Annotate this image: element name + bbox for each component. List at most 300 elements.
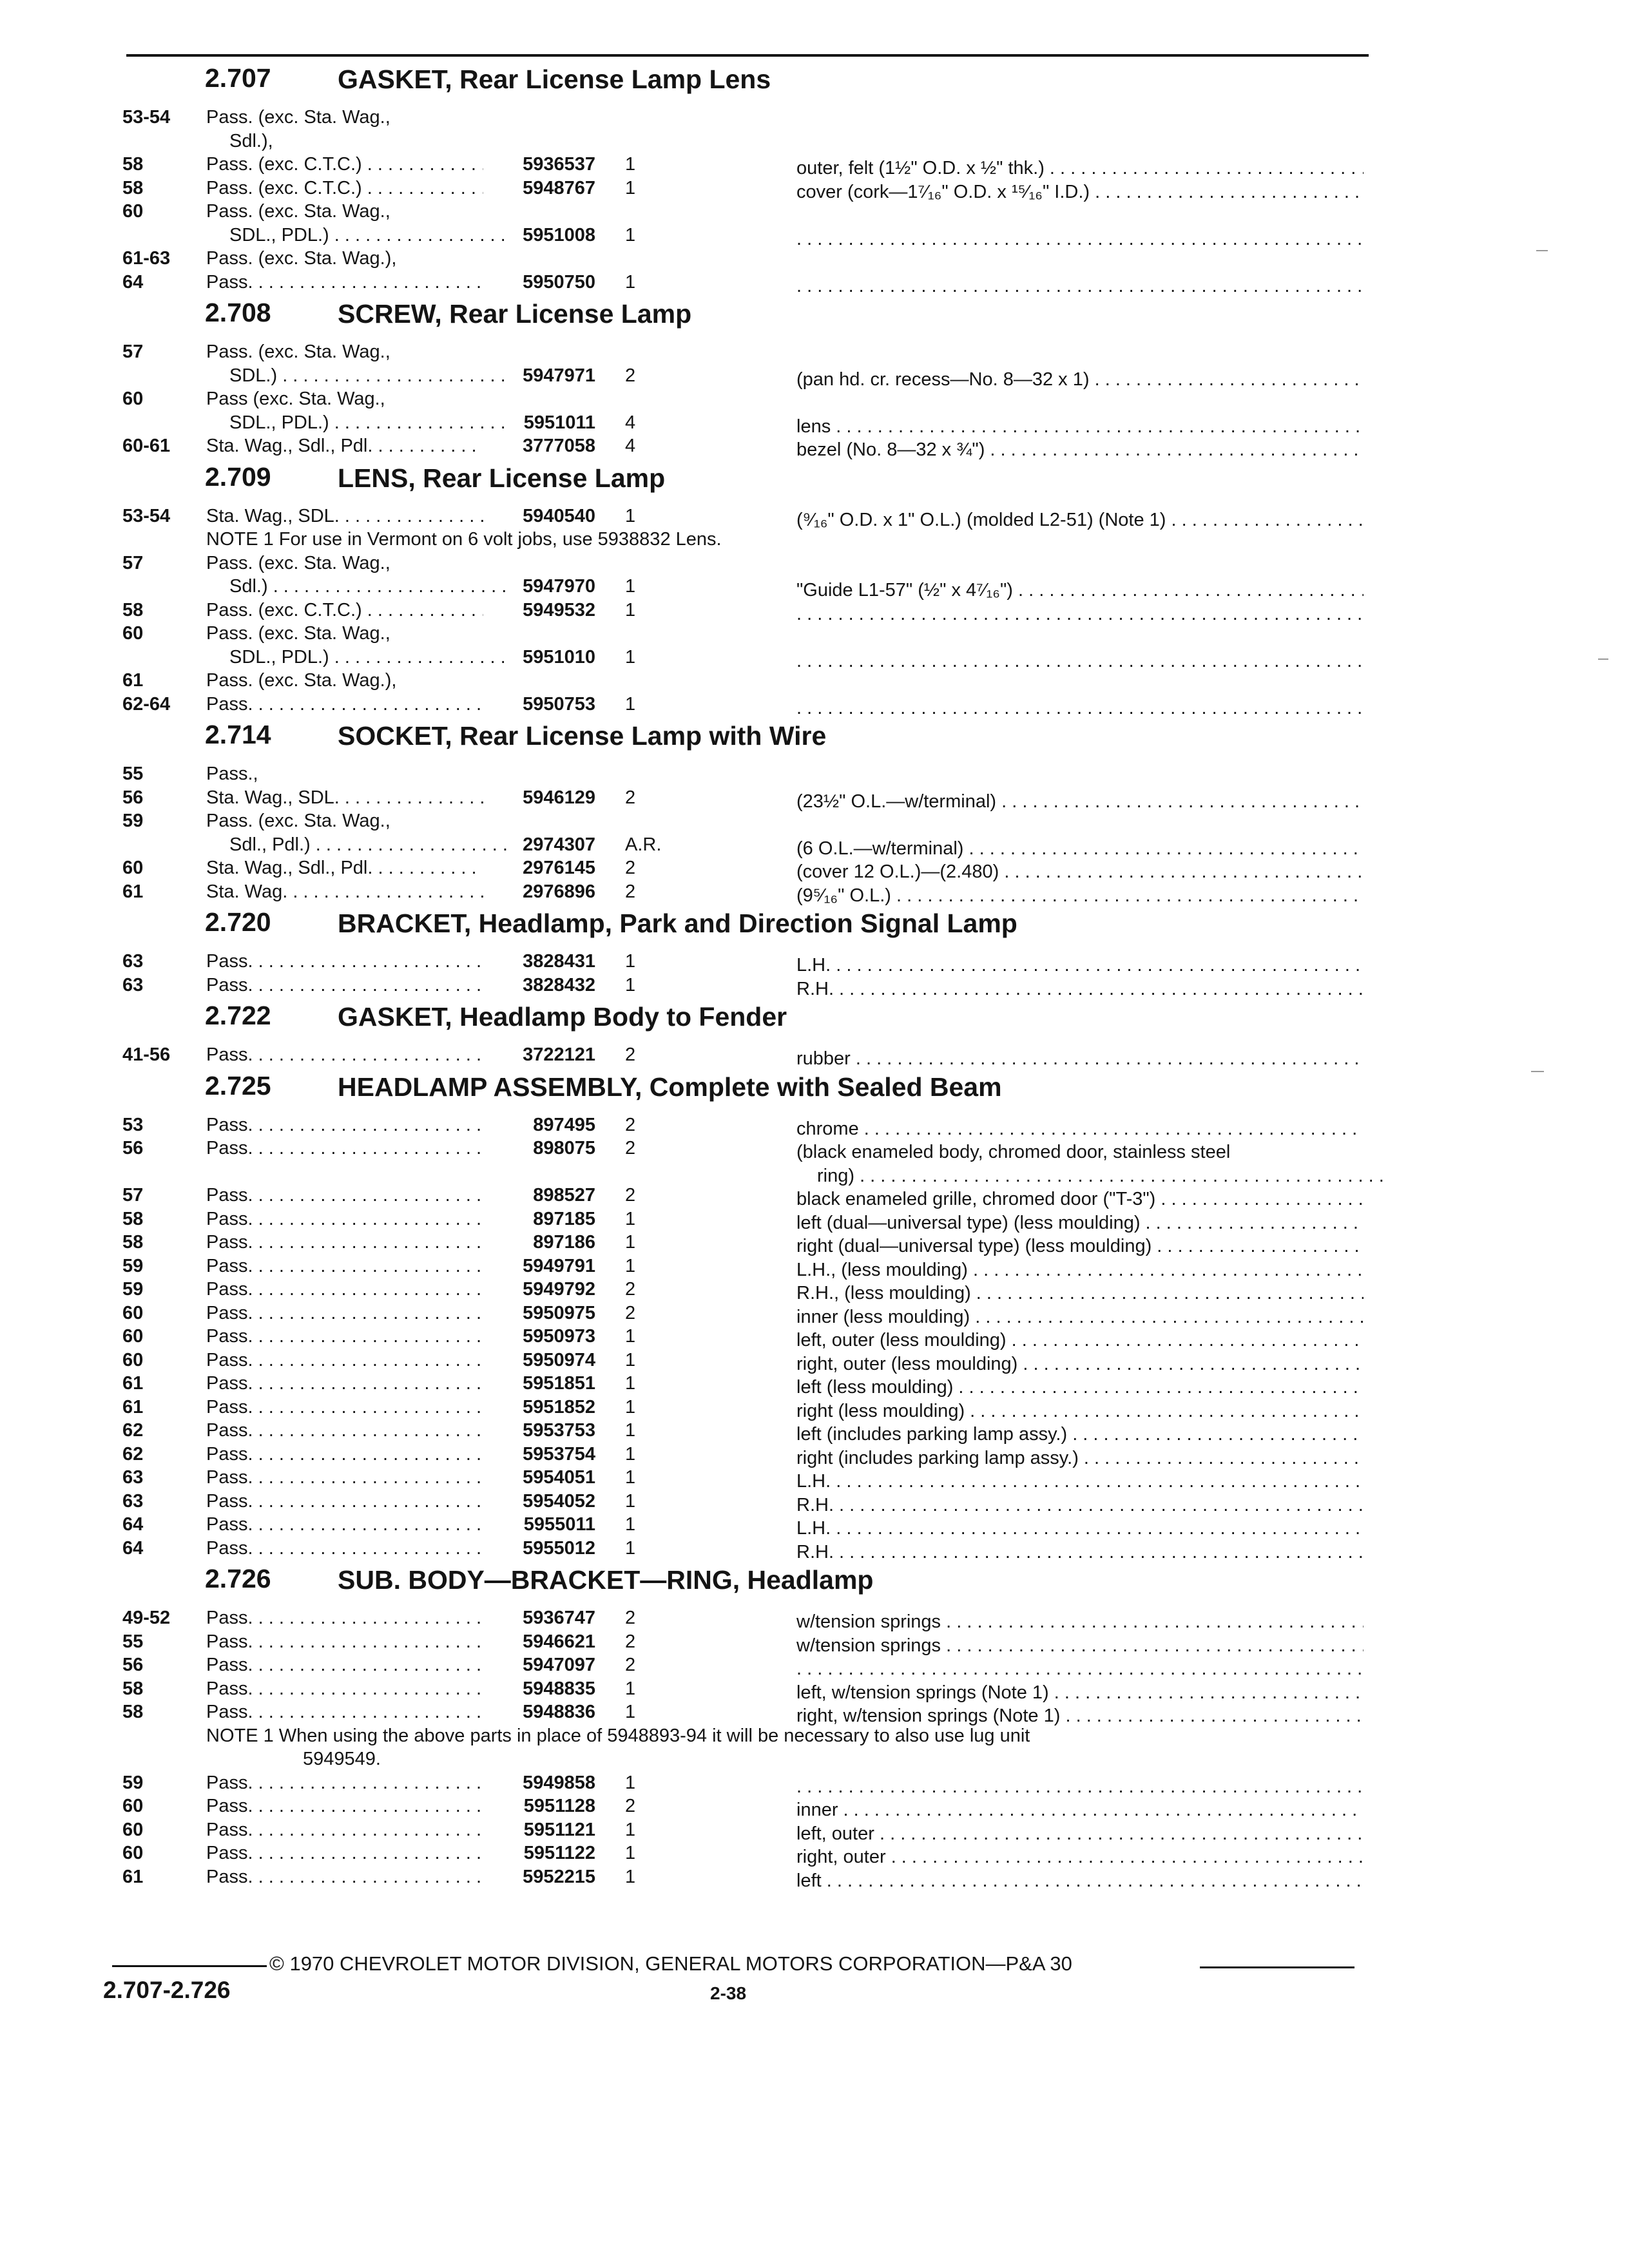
part-row [0, 1490, 1629, 1514]
part-row [0, 1419, 1629, 1443]
application: Pass. . . . [206, 974, 483, 997]
description: left, outer . . . [796, 1822, 1364, 1845]
description: R.H. . . . [796, 1541, 1364, 1564]
part-number: 5950974 [523, 1349, 595, 1370]
model-years: 62 [122, 1443, 144, 1465]
model-years: 49-52 [122, 1608, 171, 1628]
application: Sta. Wag., Sdl., Pdl. . . . [206, 856, 483, 879]
part-number: 5949858 [523, 1772, 595, 1793]
part-row [0, 1771, 1629, 1795]
description: L.H. . . . [796, 954, 1364, 977]
application: Pass. (exc. C.T.C.) . . . [206, 177, 483, 200]
description: right (includes parking lamp assy.) . . . [796, 1446, 1364, 1470]
quantity: 1 [625, 599, 636, 620]
part-row [0, 1113, 1629, 1137]
part-row [0, 950, 1629, 974]
model-years: 59 [122, 1255, 144, 1276]
model-years: 56 [122, 787, 144, 808]
section-number: 2.722 [205, 1001, 271, 1030]
part-number: 5936537 [523, 154, 595, 175]
section-2-720 [0, 903, 1629, 997]
application: Pass. . . . [206, 693, 483, 716]
description: outer, felt (1½" O.D. x ½" thk.) . . . [796, 157, 1364, 180]
model-years: 64 [122, 1537, 144, 1559]
quantity: 2 [625, 1796, 636, 1816]
application: Pass., [206, 764, 258, 784]
part-row [0, 856, 1629, 880]
application: Sdl., Pdl.) . . . [229, 833, 506, 856]
part-row [0, 177, 1629, 200]
model-years: 58 [122, 154, 144, 175]
section-number: 2.726 [205, 1564, 271, 1593]
part-row [0, 1372, 1629, 1396]
page-number: 2-38 [710, 1983, 747, 2003]
model-years: 61 [122, 670, 144, 691]
part-row [0, 411, 1629, 435]
quantity: 1 [625, 693, 636, 715]
part-number: 5950753 [523, 693, 595, 715]
section-2-707 [0, 59, 1629, 294]
quantity: 1 [625, 1467, 636, 1488]
description: inner . . . [796, 1798, 1364, 1821]
part-row [0, 247, 1629, 271]
copyright-text: © 1970 CHEVROLET MOTOR DIVISION, GENERAL MOTORS CORPORATION—P&A 30 [269, 1952, 1072, 1975]
quantity: 1 [625, 1208, 636, 1229]
model-years: 58 [122, 1702, 144, 1722]
part-row [0, 271, 1629, 294]
quantity: 4 [625, 412, 636, 433]
part-row [0, 622, 1629, 646]
part-number: 5951128 [523, 1796, 595, 1816]
description: right, outer (less moulding) . . . [796, 1352, 1364, 1376]
application: Pass. (exc. Sta. Wag., [206, 811, 390, 831]
part-row [0, 974, 1629, 997]
model-years: 58 [122, 177, 144, 198]
section-heading [0, 903, 1629, 950]
part-number: 5953754 [523, 1443, 595, 1465]
description: (black enameled body, chromed door, stainless steel [796, 1142, 1231, 1162]
part-row [0, 1207, 1629, 1231]
application: Pass. . . . [206, 1841, 483, 1865]
application: Sta. Wag., Sdl., Pdl. . . . [206, 434, 483, 457]
description: right (less moulding) . . . [796, 1399, 1364, 1423]
application: Pass. . . . [206, 1419, 483, 1442]
part-number: 5950750 [523, 271, 595, 293]
quantity: 2 [625, 881, 636, 902]
part-number: 5947971 [523, 365, 595, 386]
part-number: 5951852 [523, 1396, 595, 1418]
application: Pass. . . . [206, 1043, 483, 1066]
model-years: 57 [122, 552, 144, 573]
part-row [0, 1043, 1629, 1067]
part-row [0, 387, 1629, 411]
part-number: 5951011 [523, 412, 595, 433]
part-number: 5955011 [523, 1514, 595, 1535]
part-number: 897495 [533, 1114, 595, 1135]
application: Pass. . . . [206, 1537, 483, 1560]
note-text: 5949549. [303, 1749, 381, 1769]
part-number: 2974307 [523, 834, 595, 855]
part-row [0, 599, 1629, 622]
part-row [0, 1137, 1629, 1160]
quantity: 1 [625, 1843, 636, 1863]
section-heading [0, 1560, 1629, 1606]
model-years: 55 [122, 764, 144, 784]
description: right, outer . . . [796, 1845, 1364, 1869]
section-number: 2.714 [205, 720, 271, 749]
model-years: 60 [122, 623, 144, 644]
quantity: 2 [625, 858, 636, 878]
description: (9⁵⁄₁₆" O.L.) . . . [796, 884, 1364, 907]
part-number: 5949791 [523, 1255, 595, 1276]
part-row [0, 809, 1629, 833]
quantity: 1 [625, 1373, 636, 1394]
description: R.H. . . . [796, 1494, 1364, 1517]
description: L.H., (less moulding) . . . [796, 1258, 1364, 1282]
part-number: 5954051 [523, 1467, 595, 1488]
part-number: 5947970 [523, 576, 595, 597]
section-number: 2.707 [205, 63, 271, 93]
description: right (dual—universal type) (less moulding) . . . [796, 1235, 1364, 1258]
top-rule [126, 54, 1369, 57]
application: Pass. (exc. C.T.C.) . . . [206, 153, 483, 176]
part-number: 898075 [533, 1138, 595, 1158]
margin-tick [1536, 250, 1548, 251]
description: lens . . . [796, 415, 1364, 438]
quantity: 1 [625, 1819, 636, 1840]
quantity: 1 [625, 1772, 636, 1793]
part-row [0, 200, 1629, 224]
application: Pass. . . . [206, 1372, 483, 1395]
quantity: 1 [625, 271, 636, 293]
application: Sta. Wag. . . . [206, 880, 483, 903]
application: Pass. . . . [206, 1677, 483, 1700]
model-years: 63 [122, 951, 144, 972]
model-years: 60 [122, 1326, 144, 1347]
section-heading [0, 716, 1629, 762]
model-years: 63 [122, 1467, 144, 1488]
model-years: 62-64 [122, 693, 171, 715]
note-text: NOTE 1 When using the above parts in place of 5948893-94 it will be necessary to also use lug unit [206, 1725, 1030, 1746]
application: Pass. . . . [206, 1443, 483, 1466]
quantity: 1 [625, 1420, 636, 1441]
model-years: 57 [122, 1185, 144, 1206]
description: (6 O.L.—w/terminal) . . . [796, 837, 1364, 860]
model-years: 61 [122, 1373, 144, 1394]
part-row [0, 1537, 1629, 1561]
model-years: 60 [122, 1349, 144, 1370]
part-row [0, 1466, 1629, 1490]
part-number: 5950975 [523, 1302, 595, 1323]
model-years: 60 [122, 1819, 144, 1840]
note-row [0, 528, 1629, 552]
section-title: BRACKET, Headlamp, Park and Direction Signal Lamp [338, 908, 1017, 938]
quantity: 1 [625, 505, 636, 526]
part-number: 5955012 [523, 1537, 595, 1559]
part-number: 3828431 [523, 951, 595, 972]
section-number: 2.725 [205, 1070, 271, 1100]
model-years: 55 [122, 1631, 144, 1652]
quantity: 1 [625, 1232, 636, 1253]
note-row [0, 1724, 1629, 1748]
model-years: 41-56 [122, 1044, 171, 1065]
application: Pass. . . . [206, 1231, 483, 1254]
model-years: 61 [122, 881, 144, 902]
part-row [0, 880, 1629, 904]
part-number: 5954052 [523, 1490, 595, 1512]
application: Pass. (exc. C.T.C.) . . . [206, 599, 483, 622]
part-row [0, 1396, 1629, 1419]
model-years: 56 [122, 1138, 144, 1158]
part-number: 5951008 [523, 224, 595, 245]
section-number: 2.708 [205, 298, 271, 327]
part-row [0, 1653, 1629, 1677]
part-row [0, 1160, 1629, 1184]
application: Sdl.), [229, 130, 273, 151]
description: (pan hd. cr. recess—No. 8—32 x 1) . . . [796, 368, 1364, 391]
part-number: 5946621 [523, 1631, 595, 1652]
section-heading [0, 294, 1629, 340]
application: Pass. . . . [206, 1466, 483, 1489]
model-years: 58 [122, 1232, 144, 1253]
margin-tick [1531, 1071, 1544, 1072]
model-years: 64 [122, 1514, 144, 1535]
application: Pass. . . . [206, 1184, 483, 1207]
part-number: 3828432 [523, 974, 595, 995]
model-years: 59 [122, 811, 144, 831]
section-title: SCREW, Rear License Lamp [338, 299, 692, 329]
part-row [0, 1818, 1629, 1842]
part-row [0, 340, 1629, 364]
model-years: 60-61 [122, 436, 171, 456]
description: left, outer (less moulding) . . . [796, 1329, 1364, 1352]
part-row [0, 1302, 1629, 1325]
application: Pass. . . . [206, 1513, 483, 1536]
application: Pass. . . . [206, 1630, 483, 1653]
footer-rule-right [1200, 1966, 1354, 1968]
quantity: 1 [625, 154, 636, 175]
part-number: 5948835 [523, 1678, 595, 1699]
part-row [0, 1606, 1629, 1630]
application: SDL., PDL.) . . . [229, 646, 506, 669]
application: Pass. . . . [206, 1349, 483, 1372]
model-years: 59 [122, 1279, 144, 1300]
quantity: 1 [625, 1396, 636, 1418]
model-years: 63 [122, 1490, 144, 1512]
section-2-725 [0, 1067, 1629, 1561]
part-number: 3722121 [523, 1044, 595, 1065]
section-title: LENS, Rear License Lamp [338, 463, 666, 493]
application: Pass. . . . [206, 1794, 483, 1818]
part-number: 897185 [533, 1208, 595, 1229]
part-row [0, 1443, 1629, 1466]
section-2-726 [0, 1560, 1629, 1891]
application: Pass. (exc. Sta. Wag., [206, 341, 390, 362]
model-years: 61-63 [122, 248, 171, 269]
part-number: 5936747 [523, 1608, 595, 1628]
model-years: 60 [122, 389, 144, 409]
quantity: 2 [625, 1044, 636, 1065]
section-heading [0, 59, 1629, 106]
application: Pass. . . . [206, 1302, 483, 1325]
part-number: 3777058 [523, 436, 595, 456]
application: Sta. Wag., SDL. . . . [206, 505, 483, 528]
part-row [0, 1794, 1629, 1818]
part-row [0, 505, 1629, 528]
model-years: 53-54 [122, 107, 171, 128]
model-years: 60 [122, 1302, 144, 1323]
part-row [0, 1278, 1629, 1302]
model-years: 62 [122, 1420, 144, 1441]
part-number: 5947097 [523, 1655, 595, 1675]
part-row [0, 1630, 1629, 1654]
part-number: 5948767 [523, 177, 595, 198]
part-row [0, 552, 1629, 575]
quantity: 1 [625, 1349, 636, 1370]
quantity: 1 [625, 1326, 636, 1347]
part-row [0, 1349, 1629, 1372]
footer-rule-left [112, 1965, 267, 1967]
quantity: 2 [625, 1631, 636, 1652]
description: left, w/tension springs (Note 1) . . . [796, 1681, 1364, 1704]
quantity: 2 [625, 1655, 636, 1675]
part-row [0, 1184, 1629, 1207]
margin-tick [1598, 658, 1608, 660]
part-row [0, 1325, 1629, 1349]
model-years: 60 [122, 201, 144, 222]
model-years: 58 [122, 1678, 144, 1699]
section-title: GASKET, Rear License Lamp Lens [338, 64, 771, 94]
quantity: 1 [625, 1255, 636, 1276]
page-footer [0, 1952, 1629, 2042]
application: Pass. . . . [206, 1771, 483, 1794]
section-number: 2.720 [205, 907, 271, 937]
application: Pass. (exc. Sta. Wag., [206, 107, 390, 128]
application: SDL.) . . . [229, 364, 506, 387]
description: R.H. . . . [796, 977, 1364, 1001]
description: left (less moulding) . . . [796, 1376, 1364, 1399]
application: Pass. . . . [206, 1137, 483, 1160]
section-title: SOCKET, Rear License Lamp with Wire [338, 721, 827, 751]
section-2-714 [0, 716, 1629, 906]
description: w/tension springs . . . [796, 1634, 1364, 1657]
quantity: 2 [625, 1608, 636, 1628]
part-number: 2976896 [523, 881, 595, 902]
quantity: 1 [625, 1702, 636, 1722]
model-years: 63 [122, 974, 144, 995]
application: Pass. . . . [206, 1490, 483, 1513]
section-heading [0, 997, 1629, 1043]
section-2-722 [0, 997, 1629, 1067]
application: Pass. . . . [206, 1396, 483, 1419]
quantity: 2 [625, 1138, 636, 1158]
part-number: 5949792 [523, 1279, 595, 1300]
quantity: 1 [625, 1443, 636, 1465]
quantity: 1 [625, 177, 636, 198]
quantity: 2 [625, 365, 636, 386]
quantity: 1 [625, 1537, 636, 1559]
section-title: HEADLAMP ASSEMBLY, Complete with Sealed Beam [338, 1072, 1002, 1102]
model-years: 64 [122, 271, 144, 293]
description: left (includes parking lamp assy.) . . . [796, 1423, 1364, 1446]
application: Pass. . . . [206, 1818, 483, 1841]
part-number: 5946129 [523, 787, 595, 808]
part-row [0, 434, 1629, 458]
quantity: 1 [625, 974, 636, 995]
application: Pass. . . . [206, 1606, 483, 1629]
part-row [0, 1841, 1629, 1865]
description: left (dual—universal type) (less moulding) . . . [796, 1211, 1364, 1235]
part-number: 898527 [533, 1185, 595, 1206]
model-years: 53-54 [122, 505, 171, 526]
description: ring) . . . [817, 1164, 1384, 1187]
part-row [0, 1513, 1629, 1537]
description: rubber . . . [796, 1047, 1364, 1070]
part-row [0, 762, 1629, 786]
section-2-709 [0, 458, 1629, 716]
part-number: 5951010 [523, 646, 595, 668]
part-number: 5951121 [523, 1819, 595, 1840]
part-number: 897186 [533, 1232, 595, 1253]
part-number: 2976145 [523, 858, 595, 878]
section-heading [0, 1067, 1629, 1113]
description: L.H. . . . [796, 1470, 1364, 1493]
part-number: 5951851 [523, 1373, 595, 1394]
application: Pass. . . . [206, 1700, 483, 1724]
section-2-708 [0, 294, 1629, 458]
model-years: 61 [122, 1396, 144, 1418]
description: left . . . [796, 1869, 1364, 1892]
application: Pass. . . . [206, 1254, 483, 1278]
application: SDL., PDL.) . . . [229, 224, 506, 247]
quantity: 1 [625, 224, 636, 245]
part-row [0, 1231, 1629, 1254]
model-years: 60 [122, 858, 144, 878]
part-number: 5951122 [523, 1843, 595, 1863]
model-years: 58 [122, 599, 144, 620]
model-years: 59 [122, 1772, 144, 1793]
part-row [0, 669, 1629, 693]
description: L.H. . . . [796, 1517, 1364, 1540]
quantity: 2 [625, 1185, 636, 1206]
description: w/tension springs . . . [796, 1610, 1364, 1633]
application: Pass. . . . [206, 1113, 483, 1137]
model-years: 53 [122, 1114, 144, 1135]
application: Pass. (exc. Sta. Wag.), [206, 248, 397, 269]
part-number: 5950973 [523, 1326, 595, 1347]
part-row [0, 1677, 1629, 1701]
quantity: 1 [625, 646, 636, 668]
description: (cover 12 O.L.)—(2.480) . . . [796, 860, 1364, 883]
application: Pass. . . . [206, 1653, 483, 1677]
description: bezel (No. 8—32 x ¾") . . . [796, 438, 1364, 461]
application: Pass. (exc. Sta. Wag., [206, 552, 390, 573]
quantity: 4 [625, 436, 636, 456]
part-row [0, 693, 1629, 716]
application: Pass. . . . [206, 1325, 483, 1348]
quantity: 1 [625, 951, 636, 972]
description: inner (less moulding) . . . [796, 1305, 1364, 1329]
application: Pass. . . . [206, 1207, 483, 1231]
part-number: 5949532 [523, 599, 595, 620]
part-row [0, 106, 1629, 130]
part-row [0, 646, 1629, 669]
model-years: 56 [122, 1655, 144, 1675]
application: Pass. (exc. Sta. Wag., [206, 623, 390, 644]
quantity: 1 [625, 1490, 636, 1512]
quantity: 2 [625, 1302, 636, 1323]
description: black enameled grille, chromed door ("T-3") . . . [796, 1187, 1364, 1211]
